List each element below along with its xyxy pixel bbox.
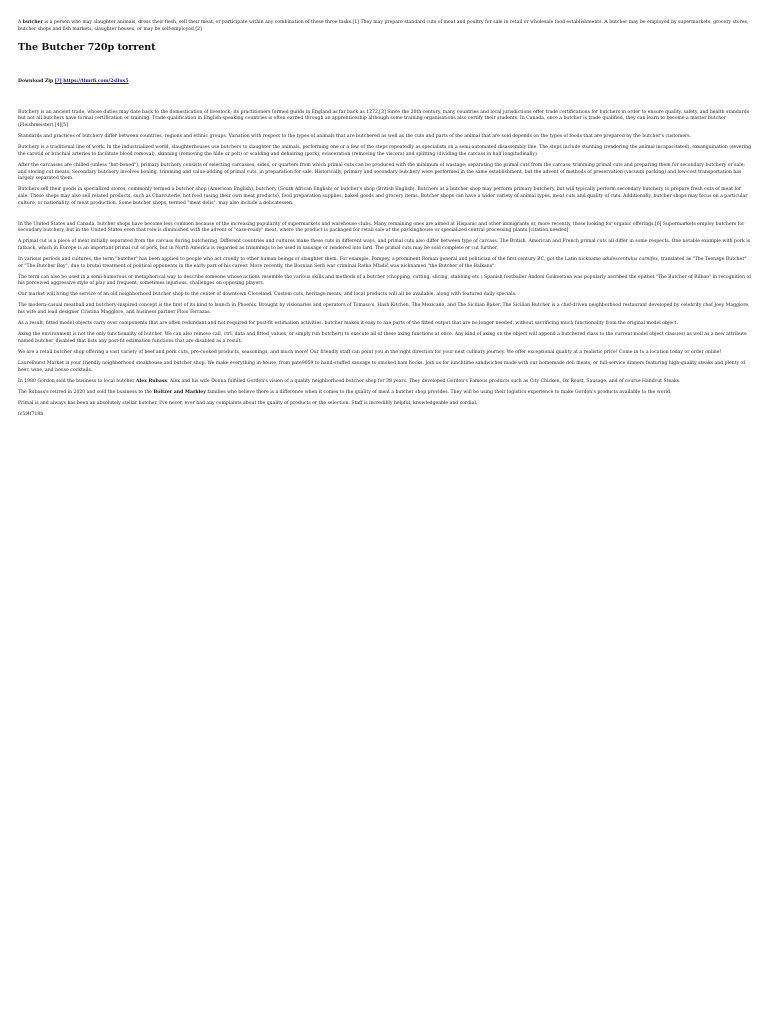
intro-paragraph: A butcher is a person who may slaughter animals, dress their flesh, sell their meat, or participate within any combination of these three tasks.[1] They may prepare standard cuts of meat and poultry for sale in retail or wholesale food establishments. A butcher may be employed by supermarkets, grocery stores, butcher shops and fish markets, slaughter houses, or may be self-employed.[2] [18,20,749,32]
body-paragraph: Laurelhurst Market is your friendly neighborhood steakhouse and butcher shop. We make everything in-house, from pate9059 to hand-stuffed sausage to smoked ham hocks. Join us for lunchtime sandwiches made with our homemade deli meats, or full-service dinners featuring high-quality steaks and plenty of beer, wine, and house cocktails. [18,360,746,373]
document-page [0,0,770,418]
body-paragraph-alex: In 1980 Gordon sold the business to local butcher Alex Rubass. Alex and his wife Donna fulfilled Gordon's vision of a quality neighborhood butcher shop for 38 years. They developed Gordon's Famous products such as City Chicken, Ox Roast, Sausage, and of course Handcut Steaks. [18,378,681,384]
download-line [18,79,752,86]
body-paragraph-italic: In various periods and cultures, the term "butcher" has been applied to people who act cruelly to other human beings or slaughter them. For example, Pompey, a prominent Roman general and politician of the first century BC, got the Latin nickname adulescentulus carnifex, translated as "The Teenage Butcher" or "The Butcher Boy", due to brutal treatment of political opponents in the early part of his career. More recently, the Bosnian Serb war criminal Ratko Mladić was nicknamed "the Butcher of the Balkans". [18,256,747,269]
download-link[interactable]: https://tlmrfi.com/2sllus5 [63,79,129,85]
paragraph-group-a [18,110,752,207]
body-paragraph: Butchery is an ancient trade, whose duties may date back to the domestication of livestock; its practitioners formed guilds in England as far back as 1272.[3] Since the 20th century, many countries and local jurisdictions offer trade certifications for butchers in order to ensure quality, safety, and health standards but not all butchers have formal certification or training. Trade qualification in English-speaking countries is often earned through an apprenticeship although some training organisations also certify their students. In Canada, once a butcher is trade qualified, they can learn to become a master butcher (Fleishmeister).[4][5] [18,109,750,129]
body-paragraph: Axing the environment is not the only functionality of butcher. We can also remove call, ctrl, data and fitted_values, or simply run butcher() to execute all of these axing functions at once. Any kind of axing on the object will append a butchered class to the current model object class(es) as well as a new attribute named butcher_disabled that lists any post-fit estimation functions that are disabled as a result. [18,332,747,344]
body-paragraph: A primal cut is a piece of meat initially separated from the carcass during butchering. Different countries and cultures make these cuts in different ways, and primal cuts also differ between type of carcass. The British, American and French primal cuts all differ in some respects. One notable example with pork is fatback, which in Europe is an important primal cut of pork, but in North America is regarded as trimmings to be used in sausage or rendered into lard. The primal cuts may be sold complete or cut further. [18,239,751,251]
body-paragraph-boltzer: The Rubass's retired in 2020 and sold the business to the Boltzer and Markley families who believe there is a difference when it comes to the quality of meat a butcher shop provides. They will be using their logistics experience to make Gordon's products available to the world. [18,389,672,395]
intro-bold-term: butcher [22,20,43,25]
body-paragraph: We are a retail butcher shop offering a vast variety of beef and pork cuts, pre-cooked products, seasonings, and much more! Our friendly staff can point you in the right direction for your next culinary journey. We offer exceptional quality at a realistic price! Come in to a location today or order online! [18,349,722,355]
download-label: Download Zip [18,79,54,85]
page-title: The Butcher 720p torrent [18,42,156,54]
body-paragraph: After the carcasses are chilled (unless "hot-boned"), primary butchery consists of selecting carcasses, sides, or quarters from which primal cuts can be produced with the minimum of wastage; separating the primal cuts from the carcass; trimming primal cuts and preparing them for secondary butchery or sale; and storing cut meats. Secondary butchery involves boning, trimming and value-adding of primal cuts, in preparation for sale. Historically, primary and secondary butchery were performed in the same establishment, but the advent of methods of preservation (vacuum packing) and low-cost transportation has largely separated them. [18,162,745,182]
body-paragraph: Standards and practices of butchery differ between countries, regions and ethnic groups. Variation with respect to the types of animals that are butchered as well as the cuts and parts of the animal that are sold depends on the types of foods that are prepared by the butcher's customers. [18,134,692,140]
body-paragraph: The modern-casual meatball and butchery-inspired concept is the first of its kind to launch in Phoenix. Brought by visionaries and operators of Tomaso's, Hash Kitchen, The Mexicano, and The Sicilian Baker. The Sicilian Butcher is a chef-driven neighborhood restaurant developed by celebrity chef Joey Maggiore, his wife and lead designer Cristina Maggiore, and business partner Flois Terrazas. [18,303,750,316]
paragraph-group-b [18,222,752,419]
body-paragraph: In the United States and Canada, butcher shops have become less common because of the increasing popularity of supermarkets and warehouse clubs. Many remaining ones are aimed at Hispanic and other immigrants or, more recently, those looking for organic offerings.[6] Supermarkets employ butchers for secondary butchery, but in the United States even that role is diminished with the advent of "case-ready" meat, where the product is packaged for retail sale at the packinghouse or specialized central processing plants.[citation needed] [18,221,745,234]
footer-code: fc5f4f718b [18,411,44,417]
body-paragraph: Primal is and always has been an absolutely stellar butcher. I've never, ever had any complaints about the quality of products or the selection. Staff is incredibly helpful, knowledgeable and cordial. [18,400,478,406]
body-paragraph: Butchery is a traditional line of work. In the industrialized world, slaughterhouses use butchers to slaughter the animals, performing one or a few of the steps repeatedly as specialists on a semi-automated disassembly line. The steps include stunning (rendering the animal incapacitated), exsanguination (severing the carotid or brachial arteries to facilitate blood removal), skinning (removing the hide or pelt) or scalding and dehairing (pork), evisceration (removing the viscera) and splitting (dividing the carcass in half longitudinally). [18,145,752,157]
body-paragraph: The term can also be used in a semi-humorous or metaphorical way to describe someone whose actions resemble the various skills and methods of a butcher (chopping, cutting, slicing, stabbing etc.) Spanish footballer Andoni Goikoetxea was popularly ascribed the epithet "The Butcher of Bilbao" in recognition of his perceived aggressive style of play and frequent, sometimes injurious, challenges on opposing players. [18,274,751,287]
download-bracket-link[interactable]: [?] [54,79,62,85]
body-paragraph: As a result, fitted model objects carry over components that are often redundant and not required for post-fit estimation activities. butcher makes it easy to axe parts of the fitted output that are no longer needed, without sacrificing much functionality from the original model object. [18,321,678,327]
body-paragraph: Our market will bring the service of an old neighborhood butcher shop to the center of downtown Cleveland. Custom cuts, heritage meats, and local products will all be available, along with featured daily specials. [18,292,517,298]
body-paragraph: Butchers sell their goods in specialized stores, commonly termed a butcher shop (American English), butchery (South African English) or butcher's shop (British English). Butchers at a butcher shop may perform primary butchery, but will typically perform secondary butchery to prepare fresh cuts of meat for sale. These shops may also sell related products, such as Charcuterie, hot food (using their own meat products), food preparation supplies, baked goods and grocery items. Butcher shops can have a wider variety of animal types, meat cuts and quality of cuts. Additionally, butcher shops may focus on a particular culture, or nationality, of meat production. Some butcher shops, termed "meat delis", may also include a delicatessen. [18,187,748,206]
